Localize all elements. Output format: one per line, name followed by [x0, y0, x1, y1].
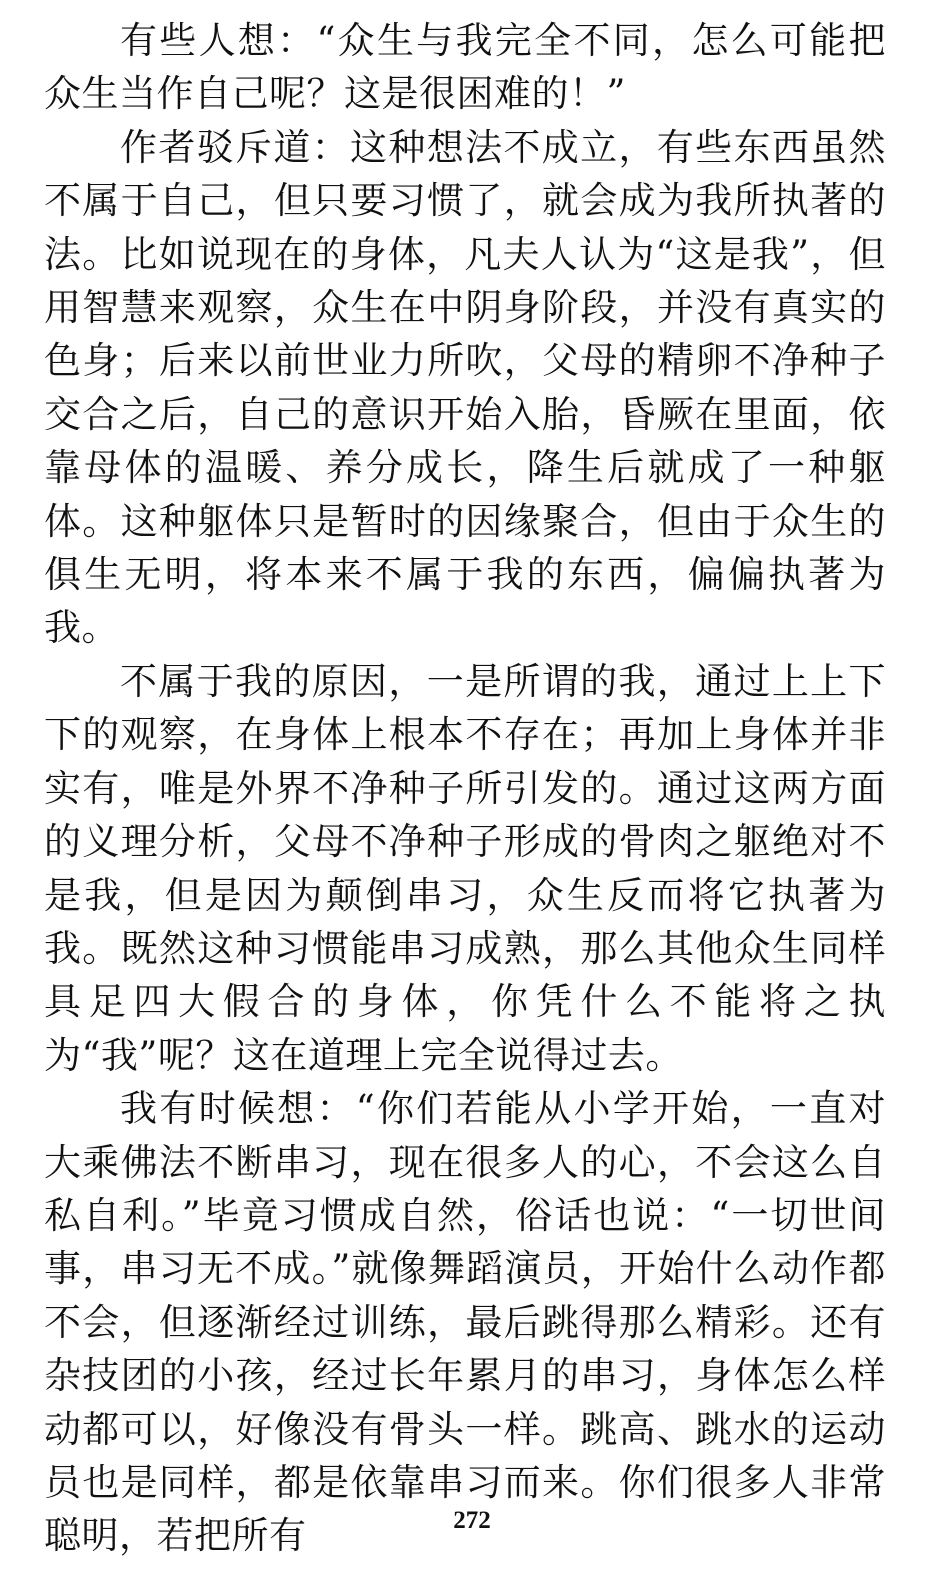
page-body [44, 14, 886, 1563]
paragraph-1: 有些人想：“众生与我完全不同，怎么可能把众生当作自己呢？这是很困难的！” [44, 19, 886, 116]
paragraph-4: 我有时候想：“你们若能从小学开始，一直对大乘佛法不断串习，现在很多人的心，不会这么自私自利。”毕竟习惯成自然，俗话也说：“一切世间事，串习无不成。”就像舞蹈演员，开始什么动作都不会，但逐渐经过训练，最后跳得那么精彩。还有杂技团的小孩，经过长年累月的串习，身体怎么样动都可以，好像没有骨头一样。跳高、跳水的运动员也是同样，都是依靠串习而来。你们很多人非常聪明，若把所有 [44, 1087, 886, 1558]
paragraph-3: 不属于我的原因，一是所谓的我，通过上上下下的观察，在身体上根本不存在；再加上身体并非实有，唯是外界不净种子所引发的。通过这两方面的义理分析，父母不净种子形成的骨肉之躯绝对不是我，但是因为颠倒串习，众生反而将它执著为我。既然这种习惯能串习成熟，那么其他众生同样具足四大假合的身体，你凭什么不能将之执为“我”呢？这在道理上完全说得过去。 [44, 659, 886, 1077]
page-number: 272 [453, 1507, 491, 1534]
paragraph-2: 作者驳斥道：这种想法不成立，有些东西虽然不属于自己，但只要习惯了，就会成为我所执著的法。比如说现在的身体，凡夫人认为“这是我”，但用智慧来观察，众生在中阴身阶段，并没有真实的色身；后来以前世业力所吹，父母的精卵不净种子交合之后，自己的意识开始入胎，昏厥在里面，依靠母体的温暖、养分成长，降生后就成了一种躯体。这种躯体只是暂时的因缘聚合，但由于众生的俱生无明，将本来不属于我的东西，偏偏执著为我。 [44, 125, 886, 650]
